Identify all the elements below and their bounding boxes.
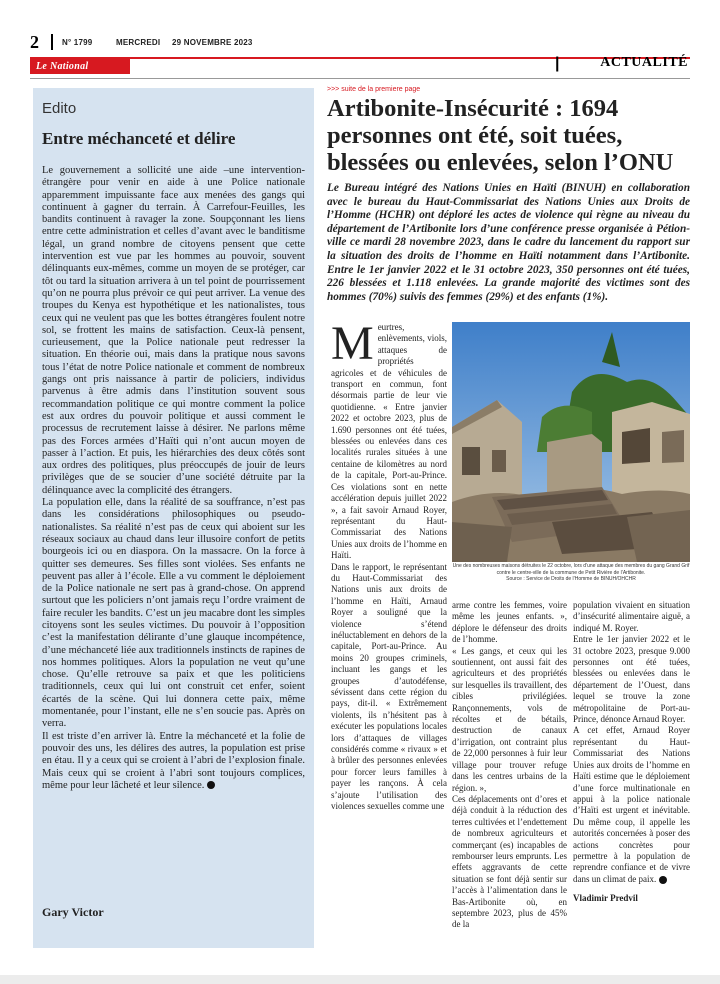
section-divider: | — [555, 55, 560, 72]
article-paragraph: Ces déplacements ont d’ores et déjà conduit à la réduction des terres cultivées et l’endettement de nombreux agriculteurs et commerçant (es) incapables de rembourser leurs emprunts. Les effets aggravants de cette situation se font déjà sentir sur l’accès à l’alimentation dans le Bas-Artibonite où, en septembre 2023, plus de 45% de la — [452, 793, 567, 930]
photo-caption-source: Source : Service de Droits de l’Homme de BINUH/OHCHR — [506, 576, 636, 582]
edito-paragraph-text: Il est triste d’en arriver là. Entre la méchanceté et la folie de pouvoir des uns, les délires des autres, la population est prise en étau. Il y a ceux qui se croient à l’abri de l’explosion finale. Mais ceux qui se croient à l’abri sont toujours complices, même pour leur lâcheté et leur silence. — [42, 730, 305, 791]
end-mark-icon — [659, 876, 667, 884]
article-column-3 — [573, 600, 690, 903]
edito-body — [42, 165, 305, 792]
article-paragraph: Dans le rapport, le représentant du Haut-Commissariat des Nations unis aux droits de l’homme en Haïti, Arnaud Royer a souligné que la violence s’étend inéluctablement en dehors de la capitale, Port-au-Prince. Au moins 20 groupes criminels, incluant les gangs et les groupes d’autodéfense, sévissent dans cette région du pays, dit-il. « Extrêmement violents, ils n’hésitent pas à exécuter les populations locales lors d’attaques de villages considérés comme « rivaux » et à brûler des personnes enlevées pour forcer leurs familles à payer les rançons. À cela s’ajoute l’utilisation des violences sexuelles comme une — [331, 561, 447, 812]
photo-caption-text: Une des nombreuses maisons détruites le 22 octobre, lors d’une attaque des membres du gang Grand Grif contre le centre-ville de la commune de Petit Rivière de l’Artibonite. — [452, 563, 690, 576]
photo-caption — [452, 563, 690, 583]
issue-day: MERCREDI — [116, 38, 161, 47]
edito-paragraph: Le gouvernement a sollicité une aide –une intervention- étrangère pour venir en aide à une Police nationale apparemment impuissante face aux menées des gangs qui continuent à gagner du terrain. À Carrefour-Feuilles, les bandits continuent à ravager la zone. Soupçonnant les liens entre cette administration et celles d’avant avec le banditisme légal, un grand nombre de citoyens pensent que cette intervention est vue par les hommes au pouvoir, souvent délinquants eux-mêmes, comme un moyen de se protéger, car tôt ou tard la situation arrivera à un tel point de pourrissement qu’on ne pourra plus prévoir ce qui peut arriver. La venue des troupes du Kenya est hypothétique et les nationalistes, tous ceux qui ne veulent pas que les bottes étrangères foulent notre sol, se frottent les mains de satisfaction. Ceux-là pensent, curieusement, que la Police nationale peut redresser la situation. En théorie oui, mais dans la pratique nous savons tous l’état de notre Police nationale et comment de nombreux gangs ont pris naissance à partir de policiers, individus parvenus à être admis dans l’institution souvent sous recommandation politique ce qui montre comment la police est aux ordres du pouvoir politique et aussi comment le processus de recrutement laisse à désirer. Ne parlons même pas des Forces armées d’Haïti qui n’ont aucun moyen de passer à l’action. Et puis, les hiérarchies des deux côtés sont aux ordres des politiques, plus préoccupés de jouir de leurs privilèges que de se soucier d’une société détruite par la délinquance avec la complicité des étrangers. — [42, 165, 305, 496]
header-divider — [51, 34, 53, 50]
page-footer-band — [0, 975, 720, 984]
end-mark-icon — [207, 781, 215, 789]
edito-author: Gary Victor — [42, 905, 104, 919]
destroyed-house-photo — [452, 322, 690, 562]
edito-paragraph — [42, 731, 305, 792]
continuation-kicker: >>> suite de la premiere page — [327, 86, 421, 93]
article-headline: Artibonite-Insécurité : 1694 personnes ont été, soit tuées, blessées ou enlevées, selon l’ONU — [327, 95, 674, 176]
issue-number: N° 1799 — [62, 38, 93, 47]
article-column-1 — [331, 317, 447, 812]
issue-date: 29 NOVEMBRE 2023 — [172, 38, 253, 47]
edito-label: Edito — [42, 100, 77, 117]
edito-title: Entre méchanceté et délire — [42, 129, 236, 148]
article-paragraph: Entre le 1er janvier 2022 et le 31 octobre 2023, presque 9.000 personnes ont été tuées, blessées ou enlevées dans le département de l’Ouest, dans lequel se trouve la zone métropolitaine de Port-au-Prince, dénonce Arnaud Royer. — [573, 634, 690, 725]
article-lead: Le Bureau intégré des Nations Unies en Haïti (BINUH) en collaboration avec le bureau du Haut-Commissariat des Nations Unies aux Droits de l’Homme (HCHR) ont déploré les actes de violence qui règne au niveau du département de l’Artibonite lors d’une conférence presse organisée à Pétion-ville ce mardi 28 novembre 2023, dans le cadre du lancement du rapport sur la situation des droits de l’homme en Haïti notamment dans l’Artibonite. Entre le 1er janvier 2022 et le 31 octobre 2023, 350 personnes ont été tuées, 226 blessées et 1.118 enlevées. La grande majorité des victimes sont des hommes (70%) suivis des femmes (29%) et des enfants (1%). — [327, 182, 690, 303]
article-byline: Vladimir Predvil — [573, 893, 638, 904]
page-header — [30, 32, 690, 54]
article-paragraph — [331, 317, 447, 562]
article-paragraph: « Les gangs, et ceux qui les soutiennent, ont aussi fait des agriculteurs et des propriétés sur lesquelles ils travaillent, des cibles privilégiées. Rançonnements, vols de récoltes et de bétails, destruction de canaux d’irrigation, ont contraint plus de 22,000 personnes à fuir leur village pour trouver refuge dans les centres urbains de la région. », — [452, 645, 567, 793]
article-paragraph — [573, 725, 690, 885]
header-rule — [30, 78, 690, 79]
article-column-2 — [452, 600, 567, 931]
article-paragraph: arme contre les femmes, voire même les jeunes enfants. », déplore le défenseur des droits de l’homme. — [452, 600, 567, 645]
brand-label: Le National — [30, 59, 130, 74]
drop-cap: M — [331, 317, 374, 370]
article-header — [327, 86, 690, 304]
article-paragraph: population vivaient en situation d’insécurité alimentaire aiguë, a indiqué M. Royer. — [573, 600, 690, 633]
article-photo — [452, 322, 690, 562]
page-number: 2 — [30, 32, 39, 52]
edito-box — [33, 88, 314, 948]
edito-paragraph: La population elle, dans la réalité de sa souffrance, n’est pas dans les considérations philosophiques ou pseudo-nationalistes. Sa réalité n’est pas de ceux qui aboient sur les réseaux sociaux au chaud dans leur illusoire confort de petits bourgeois ici ou en diaspora. On la massacre. On la force à quitter ses demeures. Ses filles sont violées. Ses enfants ne peuvent pas aller à l’école. Elle a vu comment le déploiement de la Police nationale ne sert pas à grand-chose. On apprend surtout que les policiers n’ont jamais reçu l’ordre vraiment de faire reculer les bandits. C’est un jeu macabre dont les simples citoyens sont les seules victimes. Du pouvoir à l’opposition c’est la manifestation délirante d’une glauque incompétence, d’une méchanceté liée aux traditionnels instincts de rapines de nos hommes politiques. Alors la population ne veut qu’une chose. Qu’elle retrouve sa paix et que les politiciens traditionnels, ceux qui lui ont construit cet enfer, soient écartés de la scène. Qui lui donnera cette paix, même momentanée, pour l’instant, elle ne s’en soucie pas. Après on verra. — [42, 497, 305, 730]
section-title: ACTUALITÉ — [600, 55, 688, 70]
article-paragraph-text: A cet effet, Arnaud Royer représentant du Haut- Commissariat des Nations Unies aux droits de l’homme en Haïti estime que le déploiement d’une force multinationale en appui à la police nationale d’Haïti est urgent et inévitable. Du même coup, il appelle les autorités concernées à poser des actions concrètes pour permettre à la population de reprendre confiance et de vivre dans un climat de paix. — [573, 725, 690, 884]
article-paragraph-text: eurtres, enlèvements, viols, attaques de propriétés agricoles et de véhicules de transport en commun, font désormais partie de leur vie quotidienne. « Entre janvier 2022 et octobre 2023, plus de 1.690 personnes ont été tuées, blessées ou enlevées dans ces localités rurales situées à une centaine de kilomètres au nord de la capitale, Port-au-Prince. Ces violations sont en nette accélération depuis juillet 2022 », a fait savoir Arnaud Royer, représentant du Haut- Commissariat des Nations Unies aux droits de l’homme en Haïti. — [331, 322, 447, 561]
